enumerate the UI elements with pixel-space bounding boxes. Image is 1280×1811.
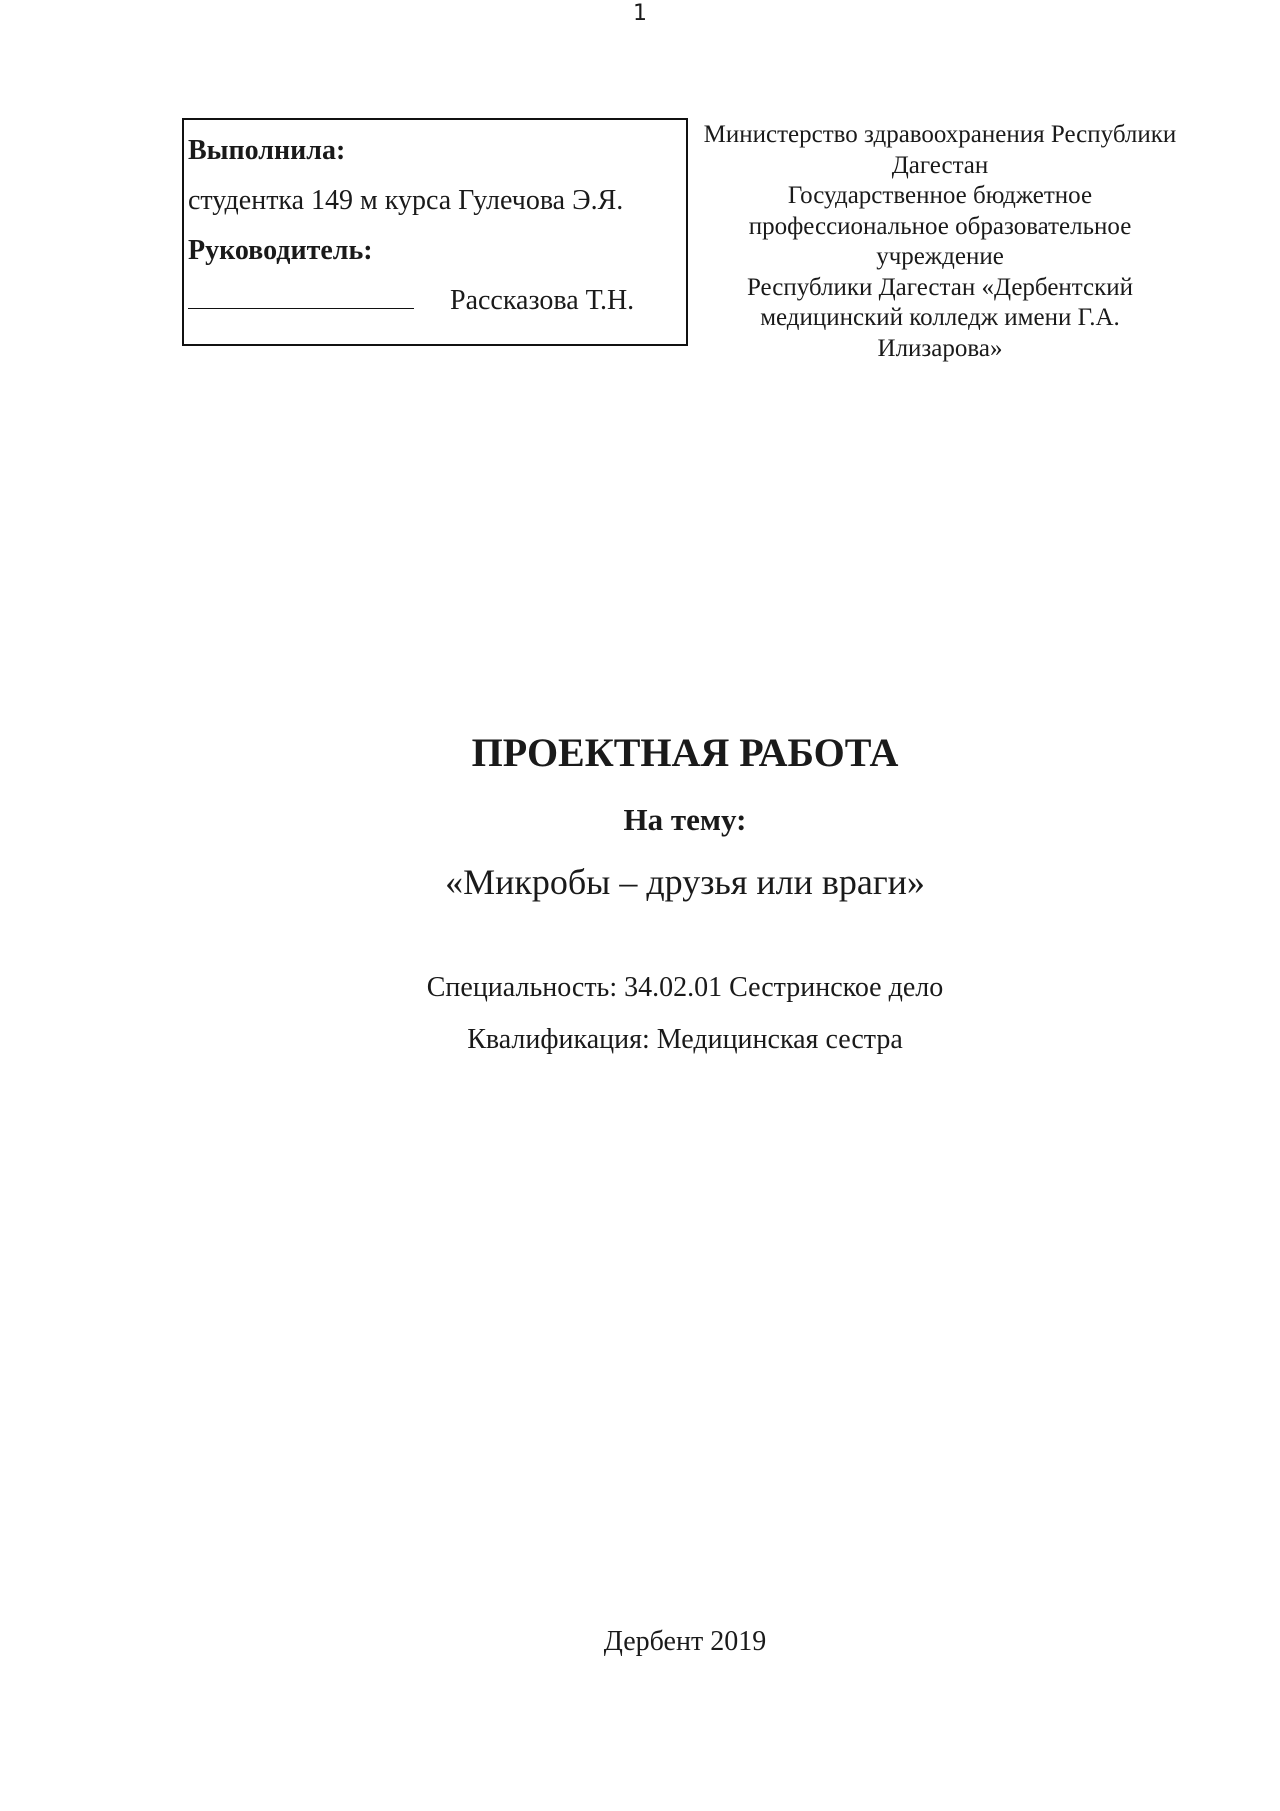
institution-line: Министерство здравоохранения Республики bbox=[703, 121, 1177, 148]
institution-line: Дагестан bbox=[891, 151, 989, 179]
document-title: ПРОЕКТНАЯ РАБОТА bbox=[471, 730, 899, 775]
institution-line: профессиональное образовательное bbox=[748, 212, 1132, 240]
institution-line: Государственное бюджетное bbox=[787, 182, 1093, 209]
institution-line: Илизарова» bbox=[877, 334, 1003, 362]
supervisor-signature-row bbox=[188, 276, 682, 326]
signature-line bbox=[188, 278, 414, 309]
city-year: Дербент 2019 bbox=[603, 1626, 767, 1657]
page-number: 1 bbox=[633, 1, 647, 26]
supervisor-name: Рассказова Т.Н. bbox=[450, 285, 635, 316]
institution-line: медицинский колледж имени Г.А. bbox=[760, 304, 1120, 331]
specialty-line: Специальность: 34.02.01 Сестринское дело bbox=[426, 972, 944, 1003]
subject-label: На тему: bbox=[623, 802, 747, 837]
project-topic: «Микробы – друзья или враги» bbox=[445, 862, 925, 902]
author-info-box bbox=[182, 118, 688, 346]
supervisor-label: Руководитель: bbox=[188, 235, 373, 266]
qualification-line: Квалификация: Медицинская сестра bbox=[467, 1024, 903, 1055]
student-line: студентка 149 м курса Гулечова Э.Я. bbox=[188, 185, 624, 216]
institution-line: Республики Дагестан «Дербентский bbox=[746, 273, 1134, 301]
institution-header bbox=[690, 120, 1190, 364]
performed-label: Выполнила: bbox=[188, 135, 346, 166]
institution-line: учреждение bbox=[876, 243, 1004, 270]
